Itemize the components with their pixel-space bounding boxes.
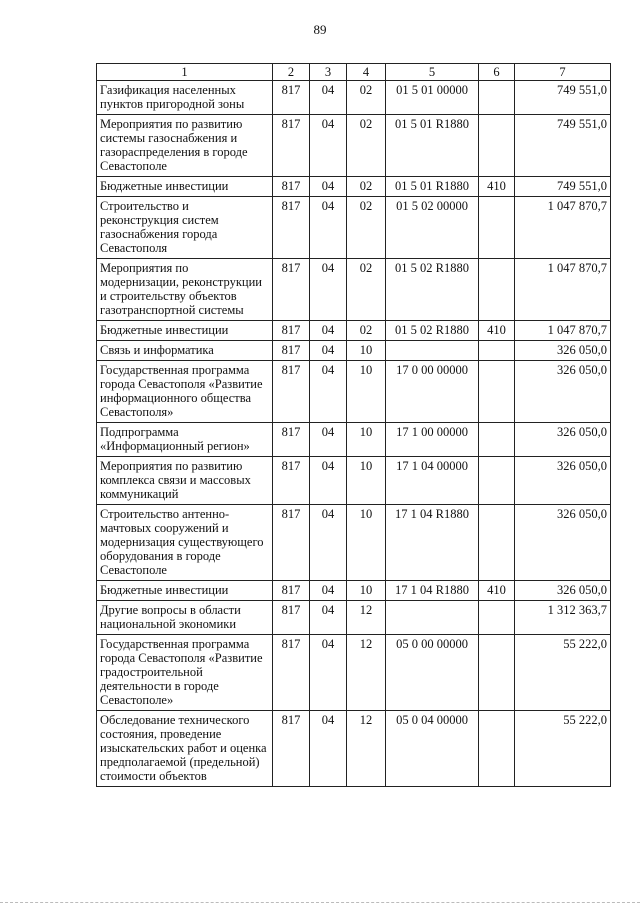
row-pr-cell: 10 [347, 581, 386, 601]
row-ved-cell: 817 [273, 635, 310, 711]
row-sum-cell: 1 047 870,7 [515, 259, 611, 321]
row-ved-cell: 817 [273, 197, 310, 259]
row-csr-cell: 01 5 01 00000 [386, 81, 479, 115]
row-vr-cell [479, 635, 515, 711]
row-pr-cell: 12 [347, 635, 386, 711]
row-sum-cell: 1 047 870,7 [515, 197, 611, 259]
row-csr-cell: 17 1 04 00000 [386, 457, 479, 505]
row-name-cell: Государственная программа города Севастополя «Развитие градостроительной деятельности в городе Севастополе» [97, 635, 273, 711]
row-rz-cell: 04 [310, 601, 347, 635]
row-name-cell: Подпрограмма «Информационный регион» [97, 423, 273, 457]
row-rz-cell: 04 [310, 505, 347, 581]
column-header: 4 [347, 64, 386, 81]
row-csr-cell: 17 0 00 00000 [386, 361, 479, 423]
table-row [97, 635, 611, 711]
row-ved-cell: 817 [273, 361, 310, 423]
row-sum-cell: 749 551,0 [515, 81, 611, 115]
row-vr-cell [479, 81, 515, 115]
row-rz-cell: 04 [310, 197, 347, 259]
row-name-cell: Мероприятия по развитию комплекса связи и массовых коммуникаций [97, 457, 273, 505]
table-row [97, 711, 611, 787]
row-sum-cell: 326 050,0 [515, 341, 611, 361]
column-header: 6 [479, 64, 515, 81]
row-pr-cell: 02 [347, 81, 386, 115]
row-sum-cell: 749 551,0 [515, 115, 611, 177]
row-vr-cell [479, 457, 515, 505]
row-csr-cell [386, 341, 479, 361]
row-pr-cell: 02 [347, 197, 386, 259]
table-row [97, 601, 611, 635]
row-ved-cell: 817 [273, 115, 310, 177]
table-body [97, 81, 611, 787]
row-ved-cell: 817 [273, 423, 310, 457]
row-ved-cell: 817 [273, 457, 310, 505]
table-row [97, 115, 611, 177]
table-row [97, 361, 611, 423]
row-vr-cell: 410 [479, 177, 515, 197]
row-rz-cell: 04 [310, 321, 347, 341]
row-csr-cell: 01 5 01 R1880 [386, 115, 479, 177]
row-vr-cell [479, 601, 515, 635]
row-csr-cell: 01 5 02 R1880 [386, 259, 479, 321]
row-vr-cell: 410 [479, 321, 515, 341]
row-ved-cell: 817 [273, 581, 310, 601]
row-name-cell: Обследование технического состояния, проведение изыскательских работ и оценка предполагаемой (предельной) стоимости объектов [97, 711, 273, 787]
row-pr-cell: 10 [347, 341, 386, 361]
row-pr-cell: 12 [347, 711, 386, 787]
row-ved-cell: 817 [273, 259, 310, 321]
table-row [97, 197, 611, 259]
row-sum-cell: 1 047 870,7 [515, 321, 611, 341]
page-number: 89 [313, 22, 327, 37]
row-csr-cell: 05 0 04 00000 [386, 711, 479, 787]
column-header: 3 [310, 64, 347, 81]
row-rz-cell: 04 [310, 361, 347, 423]
row-csr-cell: 17 1 04 R1880 [386, 581, 479, 601]
column-header: 2 [273, 64, 310, 81]
row-pr-cell: 10 [347, 505, 386, 581]
row-vr-cell [479, 423, 515, 457]
row-rz-cell: 04 [310, 423, 347, 457]
row-vr-cell [479, 341, 515, 361]
row-name-cell: Государственная программа города Севастополя «Развитие информационного общества Севастополя» [97, 361, 273, 423]
row-ved-cell: 817 [273, 321, 310, 341]
row-rz-cell: 04 [310, 341, 347, 361]
row-rz-cell: 04 [310, 711, 347, 787]
table-row [97, 259, 611, 321]
row-sum-cell: 326 050,0 [515, 457, 611, 505]
row-vr-cell [479, 361, 515, 423]
row-vr-cell [479, 197, 515, 259]
row-rz-cell: 04 [310, 115, 347, 177]
table-row [97, 581, 611, 601]
row-pr-cell: 10 [347, 423, 386, 457]
row-name-cell: Бюджетные инвестиции [97, 581, 273, 601]
row-name-cell: Бюджетные инвестиции [97, 321, 273, 341]
row-name-cell: Газификация населенных пунктов пригородной зоны [97, 81, 273, 115]
column-header: 1 [97, 64, 273, 81]
row-name-cell: Строительство антенно-мачтовых сооружений и модернизация существующего оборудования в городе Севастополе [97, 505, 273, 581]
row-csr-cell: 01 5 02 00000 [386, 197, 479, 259]
row-rz-cell: 04 [310, 457, 347, 505]
row-name-cell: Связь и информатика [97, 341, 273, 361]
row-csr-cell: 17 1 04 R1880 [386, 505, 479, 581]
row-pr-cell: 10 [347, 361, 386, 423]
row-vr-cell [479, 711, 515, 787]
row-pr-cell: 12 [347, 601, 386, 635]
row-rz-cell: 04 [310, 635, 347, 711]
row-vr-cell [479, 505, 515, 581]
table-row [97, 341, 611, 361]
table-row [97, 321, 611, 341]
row-ved-cell: 817 [273, 177, 310, 197]
row-rz-cell: 04 [310, 81, 347, 115]
row-name-cell: Бюджетные инвестиции [97, 177, 273, 197]
row-sum-cell: 326 050,0 [515, 505, 611, 581]
row-rz-cell: 04 [310, 259, 347, 321]
row-sum-cell: 326 050,0 [515, 361, 611, 423]
row-ved-cell: 817 [273, 711, 310, 787]
row-ved-cell: 817 [273, 601, 310, 635]
table-row [97, 423, 611, 457]
column-header: 7 [515, 64, 611, 81]
row-vr-cell [479, 259, 515, 321]
row-rz-cell: 04 [310, 581, 347, 601]
row-sum-cell: 1 312 363,7 [515, 601, 611, 635]
row-sum-cell: 326 050,0 [515, 423, 611, 457]
row-name-cell: Мероприятия по развитию системы газоснабжения и газораспределения в городе Севастополе [97, 115, 273, 177]
row-csr-cell: 01 5 01 R1880 [386, 177, 479, 197]
row-sum-cell: 326 050,0 [515, 581, 611, 601]
page-bottom-edge [0, 902, 640, 903]
budget-table [96, 63, 611, 787]
row-csr-cell: 01 5 02 R1880 [386, 321, 479, 341]
row-csr-cell: 05 0 00 00000 [386, 635, 479, 711]
row-pr-cell: 02 [347, 115, 386, 177]
column-header: 5 [386, 64, 479, 81]
row-pr-cell: 10 [347, 457, 386, 505]
row-pr-cell: 02 [347, 177, 386, 197]
row-sum-cell: 55 222,0 [515, 711, 611, 787]
row-vr-cell: 410 [479, 581, 515, 601]
table-header-row [97, 64, 611, 81]
row-csr-cell: 17 1 00 00000 [386, 423, 479, 457]
row-pr-cell: 02 [347, 321, 386, 341]
row-ved-cell: 817 [273, 81, 310, 115]
row-sum-cell: 749 551,0 [515, 177, 611, 197]
row-sum-cell: 55 222,0 [515, 635, 611, 711]
row-name-cell: Другие вопросы в области национальной экономики [97, 601, 273, 635]
row-ved-cell: 817 [273, 505, 310, 581]
row-vr-cell [479, 115, 515, 177]
table-row [97, 505, 611, 581]
row-ved-cell: 817 [273, 341, 310, 361]
table-row [97, 177, 611, 197]
row-name-cell: Мероприятия по модернизации, реконструкции и строительству объектов газотранспортной системы [97, 259, 273, 321]
table-row [97, 457, 611, 505]
row-name-cell: Строительство и реконструкция систем газоснабжения города Севастополя [97, 197, 273, 259]
row-pr-cell: 02 [347, 259, 386, 321]
table-row [97, 81, 611, 115]
row-csr-cell [386, 601, 479, 635]
row-rz-cell: 04 [310, 177, 347, 197]
